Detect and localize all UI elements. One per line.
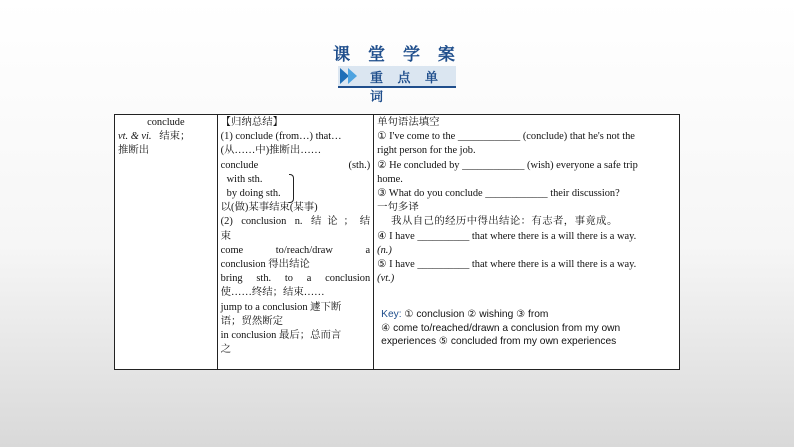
exercise-line: ⑤ I have __________ that where there is a will there is a way. xyxy=(377,259,637,271)
list-item: 使……终结；结束…… xyxy=(220,287,325,299)
exercise-line: 我从自己的经历中得出结论：有志者，事竟成。 xyxy=(391,216,618,228)
list-item: conclusion 得出结论 xyxy=(220,259,310,271)
list-item: come to/reach/draw a xyxy=(220,244,371,256)
summary-cell xyxy=(217,115,373,370)
list-item: (从……中)推断出…… xyxy=(220,145,322,157)
meaning-2: 推断出 xyxy=(118,145,150,157)
banner-text: 重 点 单 词 xyxy=(370,71,444,105)
exercise-line: ② He concluded by ____________ (wish) everyone a safe trip xyxy=(377,159,638,171)
section-banner xyxy=(338,66,456,105)
list-item: (2) conclusion n. 结论；结 xyxy=(220,216,371,228)
key-line: experiences ⑤ concluded from my own experiences xyxy=(381,336,617,348)
brace-icon xyxy=(289,174,294,203)
phrase-brace-group xyxy=(221,173,370,201)
word-cell xyxy=(115,115,218,370)
list-item: conclude (sth.) xyxy=(220,159,371,171)
key-line: ④ come to/reached/drawn a conclusion from my own xyxy=(381,322,621,334)
exercise-line: ④ I have __________ that where there is a will there is a way. xyxy=(377,230,637,242)
exercise-line: home. xyxy=(377,173,403,185)
exercise-line: ③ What do you conclude ____________ their discussion? xyxy=(377,188,620,200)
answer-key xyxy=(377,308,676,349)
table-row xyxy=(115,115,680,370)
list-item: with sth. xyxy=(226,173,263,185)
list-item: 之 xyxy=(220,344,232,356)
list-item: 【归纳总结】 xyxy=(220,117,284,128)
list-item: in conclusion 最后；总而言 xyxy=(220,330,342,342)
list-item: 束 xyxy=(220,230,232,242)
exercise-line: right person for the job. xyxy=(377,145,476,157)
list-item: (1) conclude (from…) that… xyxy=(220,131,342,143)
exercise-heading: 单句语法填空 xyxy=(377,117,440,128)
list-item: 语；贸然断定 xyxy=(220,315,284,327)
exercise-heading: 一句多译 xyxy=(377,202,419,214)
list-item: bring sth. to a conclusion xyxy=(220,273,371,285)
key-line: ① conclusion ② wishing ③ from xyxy=(401,309,549,321)
list-item: 以(做)某事结束(某事) xyxy=(220,202,318,214)
page-title: 课 堂 学 案 xyxy=(333,45,461,65)
part-of-speech: vt. & vi. xyxy=(118,131,152,143)
list-item: jump to a conclusion 遽下断 xyxy=(220,301,342,313)
key-label: Key: xyxy=(381,309,402,321)
exercise-line: (n.) xyxy=(377,244,392,256)
meaning-1: 结束； xyxy=(159,131,191,143)
exercise-line: (vt.) xyxy=(377,273,395,285)
vocabulary-table xyxy=(114,114,680,370)
double-arrow-icon xyxy=(340,68,364,84)
headword: conclude xyxy=(147,117,185,128)
exercise-line: ① I've come to the ____________ (conclude) that he's not the xyxy=(377,131,635,143)
exercise-cell xyxy=(374,115,680,370)
list-item: by doing sth. xyxy=(226,188,281,200)
